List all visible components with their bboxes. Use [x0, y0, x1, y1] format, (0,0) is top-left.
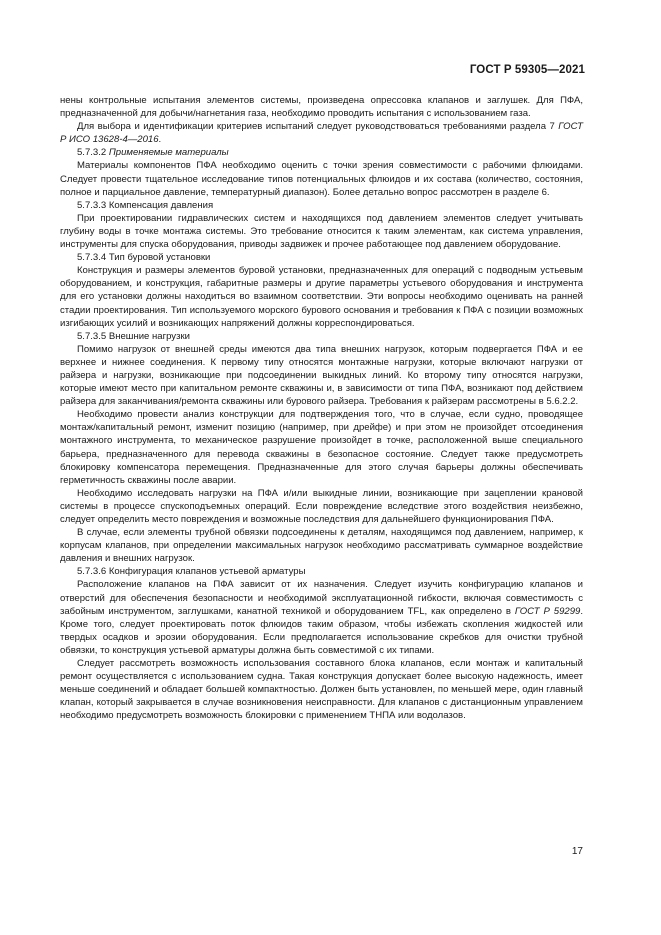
document-header: ГОСТ Р 59305—2021 — [469, 64, 585, 76]
paragraph: Помимо нагрузок от внешней среды имеются два типа внешних нагрузок, которым подвергается ПФА и ее верхнее и нижнее соединения. К первому типу относятся монтажные нагрузки, которые включают нагрузки от райзера и нагрузки, возникающие при подсоединении выкидных линий. Ко второму типу относятся нагрузки, которые имеют место при капитальном ремонте скважины и, в зависимости от типа ПФА, возникают под действием райзера для заканчивания/ремонта скважины или бурового райзера. Требования к райзерам рассмотрены в 5.6.2.2. — [60, 343, 583, 408]
text-span: 5.7.3.2 — [77, 147, 109, 159]
paragraph: нены контрольные испытания элементов системы, произведена опрессовка клапанов и заглушек. Для ПФА, предназначенной для добычи/нагнетания газа, необходимо проводить испытания с использованием газа. — [60, 95, 583, 120]
paragraph — [60, 120, 583, 146]
text-span: Расположение клапанов на ПФА зависит от их назначения. Следует изучить конфигурацию клапанов и отверстий для обеспечения безопасности и необходимой эксплуатационной гибкости, включая совместимость с забойным инструментом, заглушками, канатной техникой и оборудованием TFL, как определено в — [60, 579, 583, 617]
text-span: . — [158, 134, 162, 146]
text-span: Для выбора и идентификации критериев испытаний следует руководствоваться требованиями раздела 7 — [77, 121, 559, 133]
paragraph: Необходимо провести анализ конструкции для подтверждения того, что в случае, если судно, проводящее монтаж/капитальный ремонт, изменит позицию (например, при дрейфе) и при этом не произойдет отсоединения монтажного инструмента, то механическое разрушение произойдет в точке, расположенной выше специального барьера, предназначенного для перевода скважины в безопасное состояние. Следует также предусмотреть блокировку компенсатора перемещения. Предназначенные для этого случая барьеры должны обеспечивать герметичность скважины после аварии. — [60, 409, 583, 486]
text-span: . Кроме того, следует проектировать поток флюидов таким образом, чтобы избежать скопления жидкостей или твердых осадков и эрозии оборудования. Если предполагается использование скребков для очистки трубной обвязки, то конструкция устьевой арматуры должна быть совместимой с их типами. — [60, 605, 583, 656]
document-body — [60, 94, 583, 723]
reference-italic: ГОСТ Р ИСО 13628-4—2016 — [60, 121, 583, 146]
section-heading: 5.7.3.4 Тип буровой установки — [77, 252, 211, 264]
paragraph: В случае, если элементы трубной обвязки подсоединены к деталям, находящимся под давлением, например, к корпусам клапанов, при определении максимальных нагрузок необходимо рассматривать суммарное воздействие давления и внешних нагрузок. — [60, 527, 583, 565]
section-heading: 5.7.3.3 Компенсация давления — [77, 199, 214, 211]
paragraph: Материалы компонентов ПФА необходимо оценить с точки зрения совместимости с рабочими флюидами. Следует провести тщательное исследование типов потенциальных флюидов и их состава (количество, состояния, полное и парциальное давление, температурный диапазон). Более детально вопрос рассмотрен в разделе 6. — [60, 160, 583, 198]
reference-italic: Применяемые материалы — [108, 147, 229, 159]
reference-italic: ГОСТ Р 59299 — [514, 605, 581, 617]
section-heading: 5.7.3.5 Внешние нагрузки — [77, 330, 190, 342]
paragraph: Следует рассмотреть возможность использования составного блока клапанов, если монтаж и капитальный ремонт осуществляется с использованием судна. Такая конструкция допускает более высокую надежность, имеет меньше соединений и обладает большей компактностью. Должен быть установлен, по меньшей мере, один главный клапан, который закрывается в случае возникновения неисправности. Для клапанов с дистанционным управлением необходимо предусмотреть возможность блокировки с применением ТНПА или водолазов. — [60, 658, 583, 722]
paragraph: Необходимо исследовать нагрузки на ПФА и/или выкидные линии, возникающие при зацеплении крановой системы в процессе спускоподъемных операций. Если повреждение вследствие этого воздействия неизбежно, следует определить место повреждения и возможные последствия для дальнейшего функционирования ПФА. — [60, 487, 583, 525]
paragraph: При проектировании гидравлических систем и находящихся под давлением элементов следует учитывать глубину воды в точке монтажа системы. Это требование относится к таким элементам, как система управления, инструменты для спуска оборудования, приводы задвижек и прочее работающее под давлением оборудование. — [60, 212, 583, 251]
page-number: 17 — [571, 846, 583, 857]
paragraph: Конструкция и размеры элементов буровой установки, предназначенных для операций с подводным устьевым оборудованием, и конструкция, габаритные размеры и другие параметры устьевого оборудования и инструмента для его установки должны находиться во взаимном соответствии. Эти вопросы необходимо оценивать на ранней стадии проектирования. Тип используемого морского бурового основания и требования к ПФА с позиции возможных изгибающих усилий и возникающих напряжений должны корреспондироваться. — [60, 265, 583, 329]
paragraph — [60, 578, 583, 657]
section-heading — [60, 146, 583, 159]
section-heading: 5.7.3.6 Конфигурация клапанов устьевой арматуры — [77, 566, 306, 578]
